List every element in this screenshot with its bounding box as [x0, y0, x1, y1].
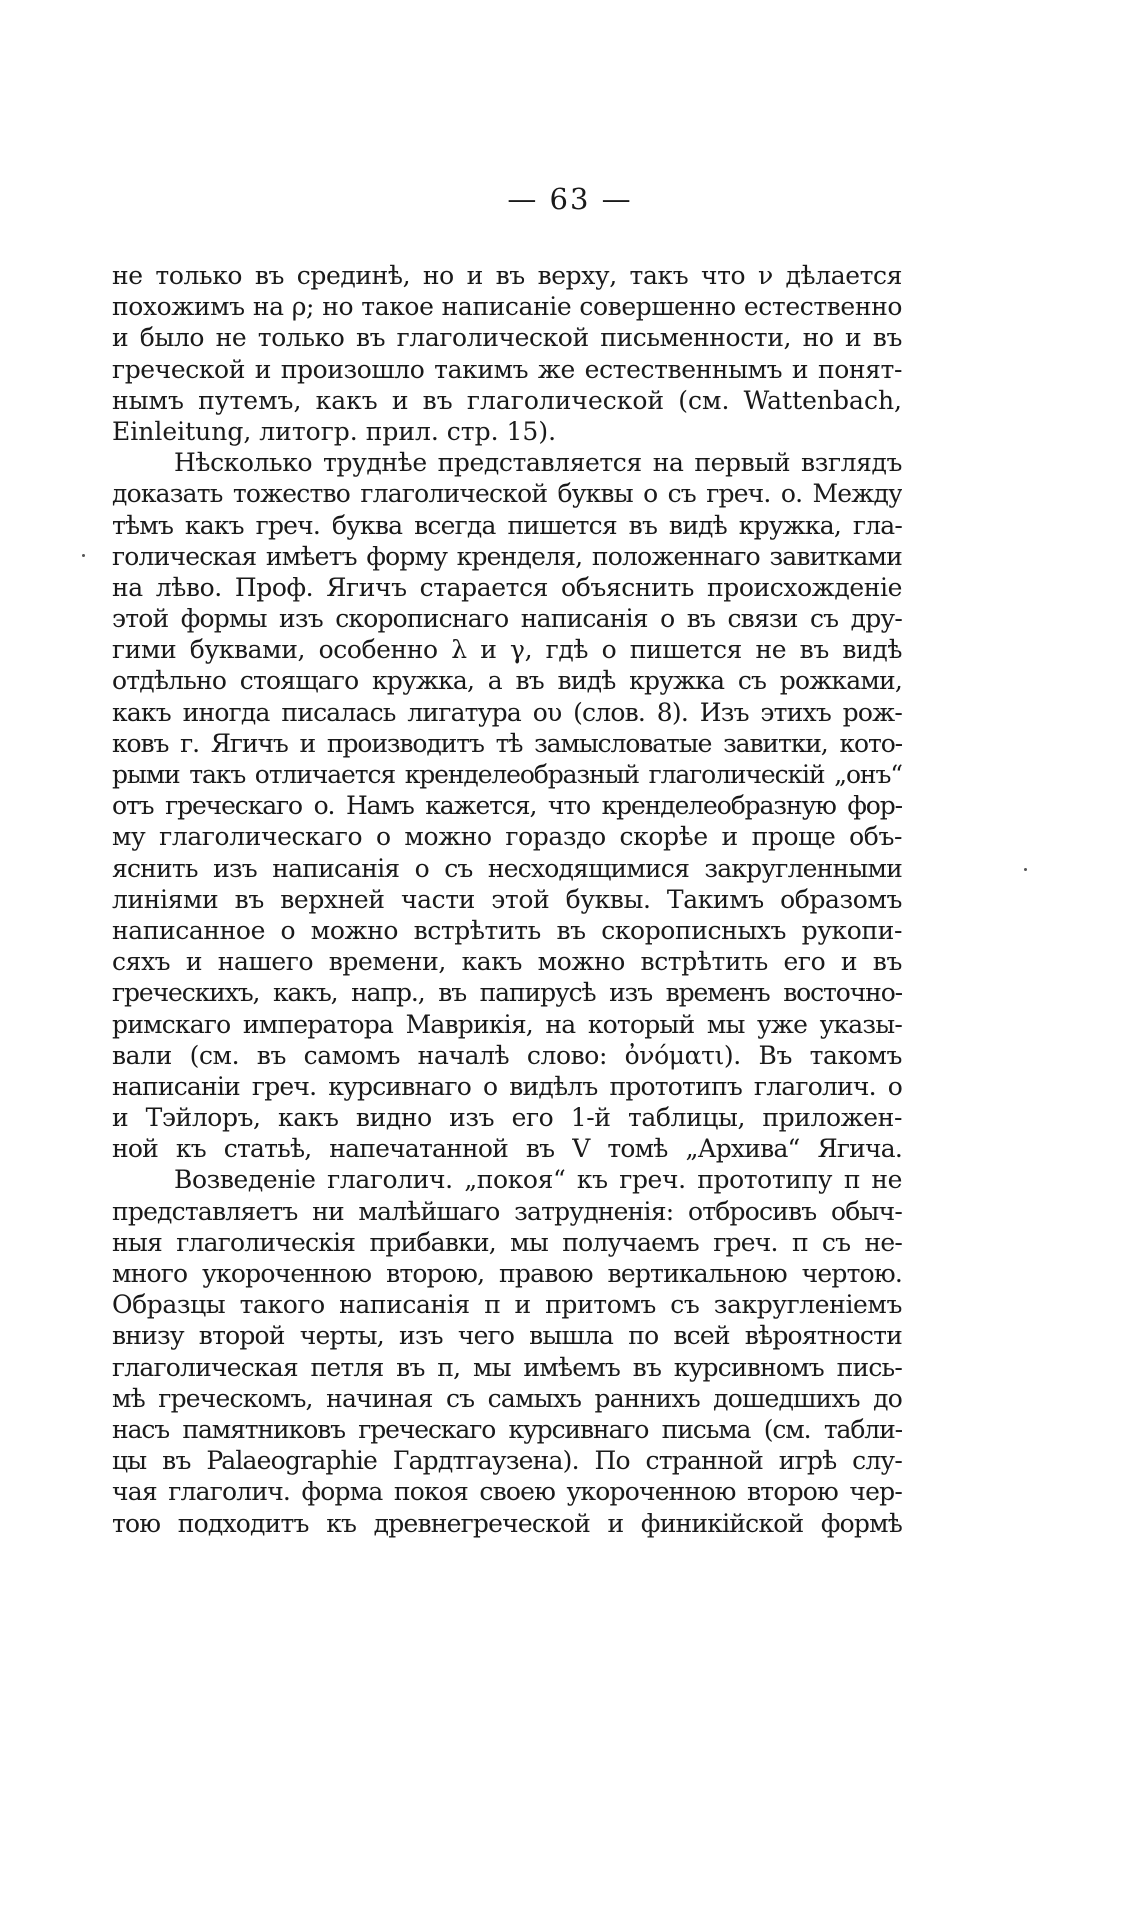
text-line: ковъ г. Ягичъ и производитъ тѣ замысловатые завитки, кото-: [112, 728, 902, 758]
text-line: отъ греческаго о. Намъ кажется, что кренделеобразную фор-: [112, 791, 902, 821]
text-line: линіями въ верхней части этой буквы. Такимъ образомъ: [112, 884, 902, 914]
text-line: доказать тожество глаголической буквы о съ греч. о. Между: [112, 479, 902, 509]
text-line: му глаголическаго о можно гораздо скорѣе и проще объ-: [112, 822, 902, 852]
text-line: мѣ греческомъ, начиная съ самыхъ раннихъ дошедшихъ до: [112, 1383, 902, 1413]
text-line: много укороченною второю, правою вертикальною чертою.: [112, 1259, 902, 1288]
scan-speck: [1024, 868, 1027, 871]
text-line: написанное о можно встрѣтить въ скорописныхъ рукопи-: [112, 915, 902, 945]
text-line: сяхъ и нашего времени, какъ можно встрѣтить его и въ: [112, 947, 902, 977]
text-line: чая глаголич. форма покоя своею укороченною второю чер-: [112, 1477, 902, 1507]
text-line: ныя глаголическія прибавки, мы получаемъ греч. π съ не-: [112, 1227, 902, 1257]
text-line: Образцы такого написанія π и притомъ съ закругленіемъ: [112, 1290, 902, 1320]
text-line: представляетъ ни малѣйшаго затрудненія: отбросивъ обыч-: [112, 1196, 902, 1226]
text-line: греческихъ, какъ, напр., въ папирусѣ изъ временъ восточно-: [112, 978, 902, 1008]
text-line: тою подходитъ къ древнегреческой и финикійской формѣ: [112, 1508, 902, 1538]
text-line: Возведеніе глаголич. „покоя“ къ греч. прототипу π не: [174, 1165, 902, 1195]
text-line: глаголическая петля въ п, мы имѣемъ въ курсивномъ пись-: [112, 1352, 902, 1382]
text-line: отдѣльно стоящаго кружка, а въ видѣ кружка съ рожками,: [112, 666, 902, 696]
text-line: цы въ Palaeographie Гардтгаузена). По странной игрѣ слу-: [112, 1446, 902, 1476]
text-line: тѣмъ какъ греч. буква всегда пишется въ видѣ кружка, гла-: [112, 510, 902, 540]
text-line: Нѣсколько труднѣе представляется на первый взглядъ: [174, 448, 902, 478]
text-line: не только въ срединѣ, но и въ верху, такъ что ν дѣлается: [112, 261, 902, 290]
text-line: на лѣво. Проф. Ягичъ старается объяснить происхожденіе: [112, 572, 902, 602]
text-line: яснить изъ написанія о съ несходящимися закругленными: [112, 853, 902, 883]
text-line: написаніи греч. курсивнаго о видѣлъ прототипъ глаголич. о: [112, 1071, 902, 1101]
body-text: [112, 260, 902, 1539]
text-line: ной къ статьѣ, напечатанной въ V томѣ „Архива“ Ягича.: [112, 1134, 902, 1164]
text-line: гими буквами, особенно λ и γ, гдѣ о пишется не въ видѣ: [112, 635, 902, 665]
text-line: Einleitung, литогр. прил. стр. 15).: [112, 416, 557, 446]
page-number: — 63 —: [507, 182, 633, 216]
text-line: насъ памятниковъ греческаго курсивнаго письма (см. табли-: [112, 1414, 902, 1444]
text-line: римскаго императора Маврикія, на который мы уже указы-: [112, 1009, 902, 1039]
text-line: голическая имѣетъ форму кренделя, положеннаго завитками: [112, 541, 902, 571]
text-line: греческой и произошло такимъ же естественнымъ и понят-: [112, 354, 902, 384]
text-line: внизу второй черты, изъ чего вышла по всей вѣроятности: [112, 1321, 902, 1351]
text-line: рыми такъ отличается кренделеобразный глаголическій „онъ“: [112, 760, 902, 789]
text-line: и Тэйлоръ, какъ видно изъ его 1-й таблицы, приложен-: [112, 1103, 902, 1133]
text-line: этой формы изъ скорописнаго написанія о въ связи съ дру-: [112, 604, 902, 634]
scan-speck: [82, 554, 85, 557]
text-line: нымъ путемъ, какъ и въ глаголической (см. Wattenbach,: [112, 385, 902, 415]
text-line: вали (см. въ самомъ началѣ слово: ὀνόματι). Въ такомъ: [112, 1040, 902, 1070]
text-line: и было не только въ глаголической письменности, но и въ: [112, 323, 902, 353]
text-line: какъ иногда писалась лигатура ου (слов. 8). Изъ этихъ рож-: [112, 697, 902, 727]
text-line: похожимъ на ρ; но такое написаніе совершенно естественно: [112, 292, 902, 322]
